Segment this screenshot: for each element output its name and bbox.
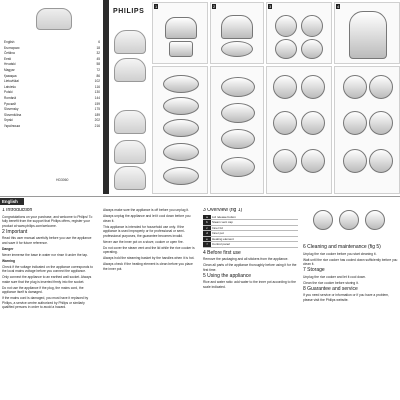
language-name: Lietuviškai — [4, 79, 19, 84]
paragraph: Only connect the appliance to an earthed wall socket. Always make sure that the plug is inserted firmly into the socket. — [2, 275, 92, 284]
product-image — [301, 149, 325, 173]
illustration-panel — [210, 2, 264, 64]
product-image — [163, 97, 199, 115]
illustration-grid — [150, 0, 400, 194]
divider — [0, 196, 400, 197]
product-image — [165, 17, 197, 39]
language-name: Polski — [4, 90, 13, 95]
paragraph: Never use the inner pot on a stove, cooker or open fire. — [103, 239, 184, 244]
product-image — [301, 75, 325, 99]
paragraph: Remove the packaging and all stickers from the appliance. — [203, 257, 289, 261]
illustration-panel — [266, 2, 332, 64]
product-image — [275, 39, 297, 59]
paragraph: Read this user manual carefully before you use the appliance and save it for future reference. — [2, 236, 92, 245]
language-name: Slovensky — [4, 107, 19, 112]
paragraph: Check if the voltage indicated on the appliance corresponds to the local mains voltage before you connect the appliance. — [2, 264, 93, 273]
illustration-panel — [210, 66, 264, 194]
product-image — [343, 111, 367, 135]
part-key: c — [203, 225, 211, 231]
product-image — [369, 75, 393, 99]
language-page: 45 — [96, 56, 100, 61]
paragraph: Unplug the rice cooker before you start cleaning it. — [303, 251, 377, 256]
illustration-panel — [152, 66, 208, 194]
product-image — [114, 58, 146, 82]
product-image — [114, 110, 146, 134]
language-page: 130 — [94, 90, 100, 95]
text-column-4 — [303, 208, 398, 398]
part-name: Heating element — [211, 236, 298, 242]
part-key: d — [203, 231, 211, 237]
product-image — [301, 39, 323, 59]
paragraph: Congratulations on your purchase, and welcome to Philips! To fully benefit from the support that Philips offers, register your product at www.philips.com/welcome. — [2, 214, 93, 228]
part-name: Inner pot — [211, 231, 298, 237]
paragraph: If you need service or information or if you have a problem, please visit the Philips website. — [303, 293, 389, 302]
product-image — [365, 210, 385, 230]
language-page: 116 — [94, 84, 100, 89]
step-number: 1 — [155, 4, 158, 9]
language-name: Қазақша — [4, 73, 17, 78]
cover-model-code: HD3060 — [56, 178, 69, 182]
product-image — [163, 143, 199, 161]
language-name: Čeština — [4, 51, 15, 56]
part-name: Control panel — [211, 242, 298, 248]
subheading: Danger — [2, 246, 14, 251]
paragraph: Clean all parts of the appliance thoroughly before using it for the first time. — [203, 263, 297, 272]
language-name: Eesti — [4, 56, 12, 61]
product-image — [221, 103, 255, 123]
part-key: f — [203, 242, 211, 248]
product-image — [114, 166, 146, 190]
product-image — [221, 129, 255, 149]
product-image — [343, 75, 367, 99]
paragraph: Do not cover the steam vent and the lid while the rice cooker is operating. — [103, 245, 195, 254]
illustration-panel — [334, 2, 400, 64]
text-column-2 — [103, 208, 198, 398]
language-page: 32 — [96, 51, 100, 56]
table-row — [203, 242, 298, 248]
cover-panel — [0, 0, 103, 193]
paragraph: Rice and water ratio: add water to the inner pot according to the scale indicated. — [203, 280, 296, 289]
language-list — [4, 40, 100, 130]
paragraph: Never immerse the base in water nor rinse it under the tap. — [2, 252, 88, 257]
language-page: 202 — [94, 118, 100, 123]
illustration-panel — [266, 66, 332, 194]
section-heading: 3 Overview (fig 1) — [203, 208, 243, 213]
product-image — [163, 167, 199, 185]
paragraph: Always unplug the appliance and let it cool down before you clean it. — [103, 214, 191, 223]
section-heading: 5 Using the appliance — [203, 272, 252, 279]
product-image — [275, 15, 297, 37]
step-number: 4 — [337, 4, 340, 9]
section-heading: 8 Guarantee and service — [303, 285, 358, 292]
language-name: Română — [4, 95, 17, 100]
part-name: Steam vent cap — [211, 220, 298, 226]
brand-logo: PHILIPS — [113, 8, 145, 15]
part-key: e — [203, 236, 211, 242]
language-name: Русский — [4, 101, 16, 106]
cleaning-diagram — [303, 208, 398, 242]
part-name: Lid release button — [211, 215, 298, 220]
language-page: 189 — [94, 112, 100, 117]
language-name: Slovenščina — [4, 112, 22, 117]
paragraph: Always check if the heating element is clean before you place the inner pot. — [103, 262, 193, 271]
part-key: b — [203, 220, 211, 226]
illustration-panel — [334, 66, 400, 194]
product-image — [221, 157, 255, 177]
product-image — [36, 8, 72, 30]
section-heading: 4 Before first use — [203, 249, 241, 256]
product-image — [343, 149, 367, 173]
product-image — [221, 15, 253, 39]
product-image — [163, 119, 199, 137]
language-page: 72 — [96, 67, 100, 72]
language-page: 86 — [96, 73, 100, 78]
language-page: 18 — [96, 45, 100, 50]
language-name: Srpski — [4, 118, 13, 123]
section-heading: 1 Introduction — [2, 208, 33, 213]
product-image — [221, 77, 255, 97]
product-image — [369, 149, 393, 173]
illustration-panel — [152, 2, 208, 64]
product-image — [273, 149, 297, 173]
section-heading: 6 Cleaning and maintenance (fig 5) — [303, 244, 381, 250]
parts-table — [203, 215, 298, 248]
step-number: 2 — [213, 4, 216, 9]
paragraph: If the mains cord is damaged, you must have it replaced by Philips, a service centre authorized by Philips or similarly qualified persons in order to avoid a hazard. — [2, 296, 89, 309]
paragraph: Wait until the rice cooker has cooled down sufficiently before you clean it. — [303, 257, 398, 266]
language-name: Hrvatski — [4, 62, 16, 67]
language-name: Latviešu — [4, 84, 16, 89]
product-image — [349, 11, 387, 59]
language-name: English — [4, 40, 15, 44]
product-image — [221, 41, 253, 57]
product-image — [369, 111, 393, 135]
language-page: 58 — [96, 62, 100, 67]
language-row — [4, 124, 100, 130]
language-page: 144 — [94, 95, 100, 100]
step-number: 3 — [269, 4, 272, 9]
paragraph: Always make sure the appliance is off before you unplug it. — [103, 208, 189, 212]
product-image — [339, 210, 359, 230]
language-page: 102 — [94, 79, 100, 84]
language-page: 175 — [94, 107, 100, 112]
text-column-1 — [2, 208, 97, 398]
language-name: Български — [4, 45, 20, 50]
language-name: Magyar — [4, 67, 15, 72]
part-name: Inner lid — [211, 225, 298, 231]
product-image — [313, 210, 333, 230]
part-key: a — [203, 215, 211, 220]
text-column-3 — [203, 208, 298, 398]
subheading: Warning — [2, 258, 16, 263]
language-page: 6 — [98, 40, 100, 44]
product-image — [163, 75, 199, 93]
section-heading: 2 Important — [2, 228, 28, 235]
language-tab: English — [0, 198, 24, 205]
paragraph: Clean the rice cooker before storing it. — [303, 280, 359, 285]
product-image — [169, 41, 193, 57]
language-page: 216 — [94, 123, 100, 128]
product-image — [301, 111, 325, 135]
language-page: 159 — [94, 101, 100, 106]
product-image — [114, 30, 146, 54]
brand-column — [109, 0, 149, 194]
paragraph: Do not use the appliance if the plug, the mains cord, the appliance itself is damaged. — [2, 285, 84, 294]
product-image — [114, 140, 146, 164]
product-image — [273, 111, 297, 135]
product-image — [273, 75, 297, 99]
paragraph: Always hold the steaming basket by the handles when it is hot. — [103, 256, 195, 260]
product-image — [301, 15, 323, 37]
paragraph: Unplug the rice cooker and let it cool down. — [303, 274, 367, 279]
section-heading: 7 Storage — [303, 267, 325, 273]
language-name: Українська — [4, 123, 20, 128]
paragraph: This appliance is intended for household use only. If the appliance is used improperly or for professional or semi-professional purposes, the guarantee becomes invalid. — [103, 224, 185, 238]
